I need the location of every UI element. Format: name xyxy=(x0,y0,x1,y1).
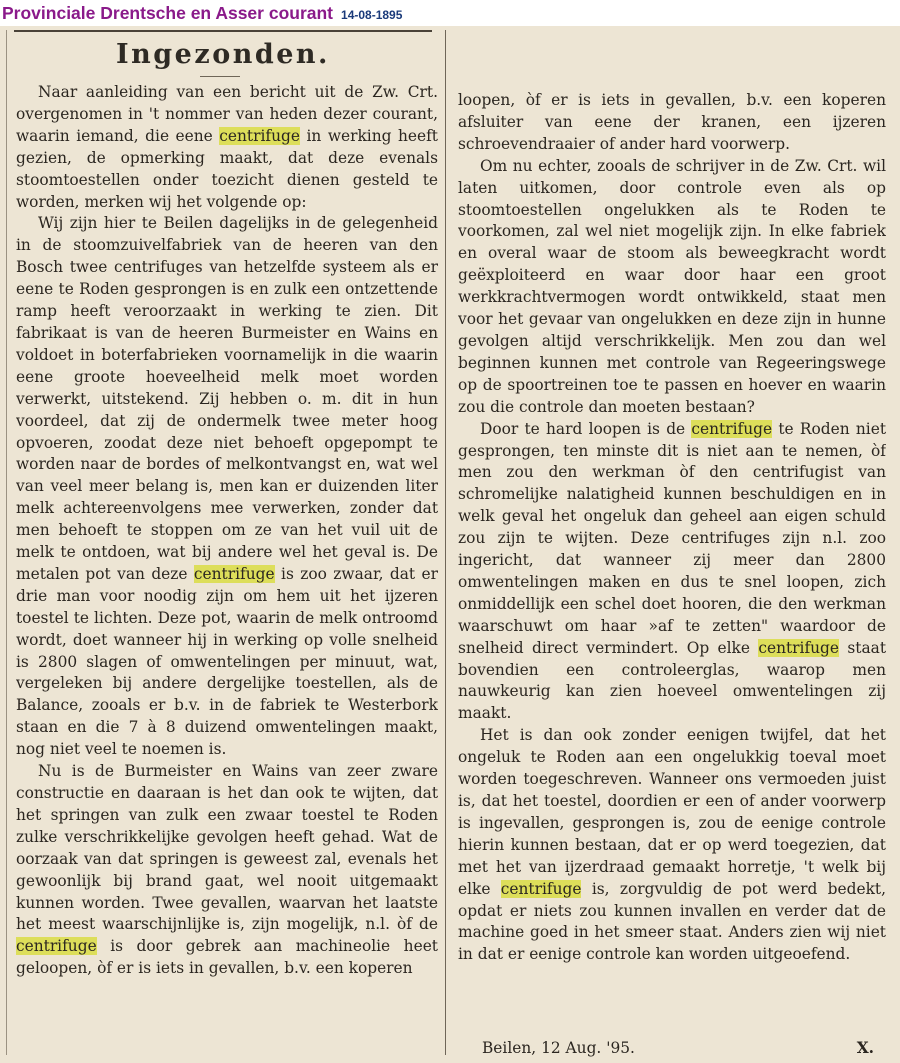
column-divider xyxy=(445,30,446,1055)
highlighted-term: centrifuge xyxy=(193,564,275,583)
paragraph: Naar aanleiding van een bericht uit de Zw. Crt. overgenomen in 't nommer van heden dezer courant, waarin iemand, die eene centrifuge in werking heeft gezien, de opmerking maakt, dat deze evenals stoomtoestellen onder toezicht dienen gesteld te worden, merken wij het volgende op: xyxy=(16,83,438,211)
paragraph: Het is dan ook zonder eenigen twijfel, dat het ongeluk te Roden aan een ongelukkig toeval moet worden toegeschreven. Wanneer ons vermoeden juist is, dat het toestel, doordien er een of ander voorwerp is ingevallen, gesprongen is, zou de eenige controle hierin kunnen bestaan, dat er op werd toegezien, dat met het van ijzerdraad gemaakt horretje, 't welk bij elke centrifuge is, zorgvuldig de pot werd bedekt, opdat er niets zou kunnen invallen en verder dat de machine goed in het smeer staat. Anders zien wij niet in dat er eenige controle kan worden uitgeoefend. xyxy=(458,726,886,964)
newspaper-clipping xyxy=(0,26,900,1063)
paragraph: Door te hard loopen is de centrifuge te Roden niet gesprongen, ten minste dit is niet aan te nemen, òf men zou den werkman òf den centrifugist van schromelijke nalatigheid kunnen beschuldigen en in welk geval het ongeluk dan geheel aan eigen schuld zou zijn te wijten. Deze centrifuges zijn n.l. zoo ingericht, dat wanneer zij meer dan 2800 omwentelingen maken en dus te snel loopen, zich onmiddellijk een schel doet hooren, die den werkman waarschuwt om haar »af te zetten" waardoor de snelheid direct vermindert. Op elke centrifuge staat bovendien een controleerglas, waarop men nauwkeurig kan zien hoeveel omwentelingen zij maakt. xyxy=(458,419,886,723)
paragraph: Wij zijn hier te Beilen dagelijks in de gelegenheid in de stoomzuivelfabriek van de heeren van den Bosch twee centrifuges van hetzelfde systeem als er eene te Roden gesprongen is en zulk een ontzettende ramp heeft veroorzaakt in werking te zien. Dit fabrikaat is van de heeren Burmeister en Wains en voldoet in boterfabrieken voornamelijk in die waarin eene groote hoeveelheid melk moet worden verwerkt, uitstekend. Zij hebben o. m. dit in hun voordeel, dat zij de ondermelk twee meter hoog opvoeren, zoodat deze niet behoeft opgepompt te worden naar de bordes of melkontvangst en, wat wel van veel meer belang is, men kan er duizenden liter melk achtereenvolgens mee verwerken, zonder dat men behoeft te stoppen om ze van het vuil uit de melk te ontdoen, wat bij andere wel het geval is. De metalen pot van deze centrifuge is zoo zwaar, dat er drie man voor noodig zijn om hem uit het ijzeren toestel te lichten. Deze pot, waarin de melk ontroomd wordt, doet wanneer hij in werking op volle snelheid is 2800 slagen of omwentelingen per minuut, wat, vergeleken bij andere dergelijke toestellen, als de Balance, zooals er b.v. in de fabriek te Westerbork staan en die 7 à 8 duizend omwentelingen maakt, nog niet veel te noemen is. xyxy=(16,214,438,759)
article-heading: Ingezonden. xyxy=(116,39,330,70)
signature-initial: X. xyxy=(856,1039,874,1057)
top-rule xyxy=(14,30,432,32)
paragraph: loopen, òf er is iets in gevallen, b.v. een koperen afsluiter van eene der kranen, een ijzeren schroevendraaier of ander hard voorwerp. xyxy=(458,91,886,153)
paragraph: Nu is de Burmeister en Wains van zeer zware constructie en daaraan is het dan ook te wijten, dat het springen van zulk een zwaar toestel te Roden zulke verschrikkelijke gevolgen heeft gehad. Wat de oorzaak van dat springen is geweest zal, evenals het gewoonlijk bij brand gaat, wel nooit uitgemaakt kunnen worden. Twee gevallen, waarvan het laatste het meest waarschijnlijke is, zijn mogelijk, n.l. òf de centrifuge is door gebrek aan machineolie heet geloopen, òf er is iets in gevallen, b.v. een koperen xyxy=(16,762,438,978)
highlighted-term: centrifuge xyxy=(219,126,300,145)
right-column xyxy=(458,90,886,1056)
left-column xyxy=(16,82,438,1057)
highlighted-term: centrifuge xyxy=(758,638,840,657)
paragraph: Om nu echter, zooals de schrijver in de Zw. Crt. wil laten uitkomen, door controle even als op stoomtoestellen ongelukken als te Roden te voorkomen, zal wel niet mogelijk zijn. In elke fabriek en overal waar de stoom als beweegkracht wordt geëxploiteerd en waar door haar een groot werkkrachtvermogen wordt ontwikkeld, staat men voor het gevaar van ongelukken en deze zijn in hunne gevolgen altijd verschrikkelijk. Men zou dan wel beginnen kunnen met controle van Regeeringswege op de spoortreinen toe te passen en hoever en waarin zou die controle dan moeten bestaan? xyxy=(458,156,886,416)
highlighted-term: centrifuge xyxy=(16,937,97,956)
heading-rule xyxy=(200,76,240,77)
publication-date: 14-08-1895 xyxy=(341,8,403,22)
highlighted-term: centrifuge xyxy=(691,419,773,438)
highlighted-term: centrifuge xyxy=(500,879,582,898)
clipping-edge xyxy=(6,30,7,1055)
page-header xyxy=(0,0,900,26)
newspaper-title[interactable]: Provinciale Drentsche en Asser courant xyxy=(2,3,334,23)
signature-place-date: Beilen, 12 Aug. '95. xyxy=(482,1039,635,1057)
